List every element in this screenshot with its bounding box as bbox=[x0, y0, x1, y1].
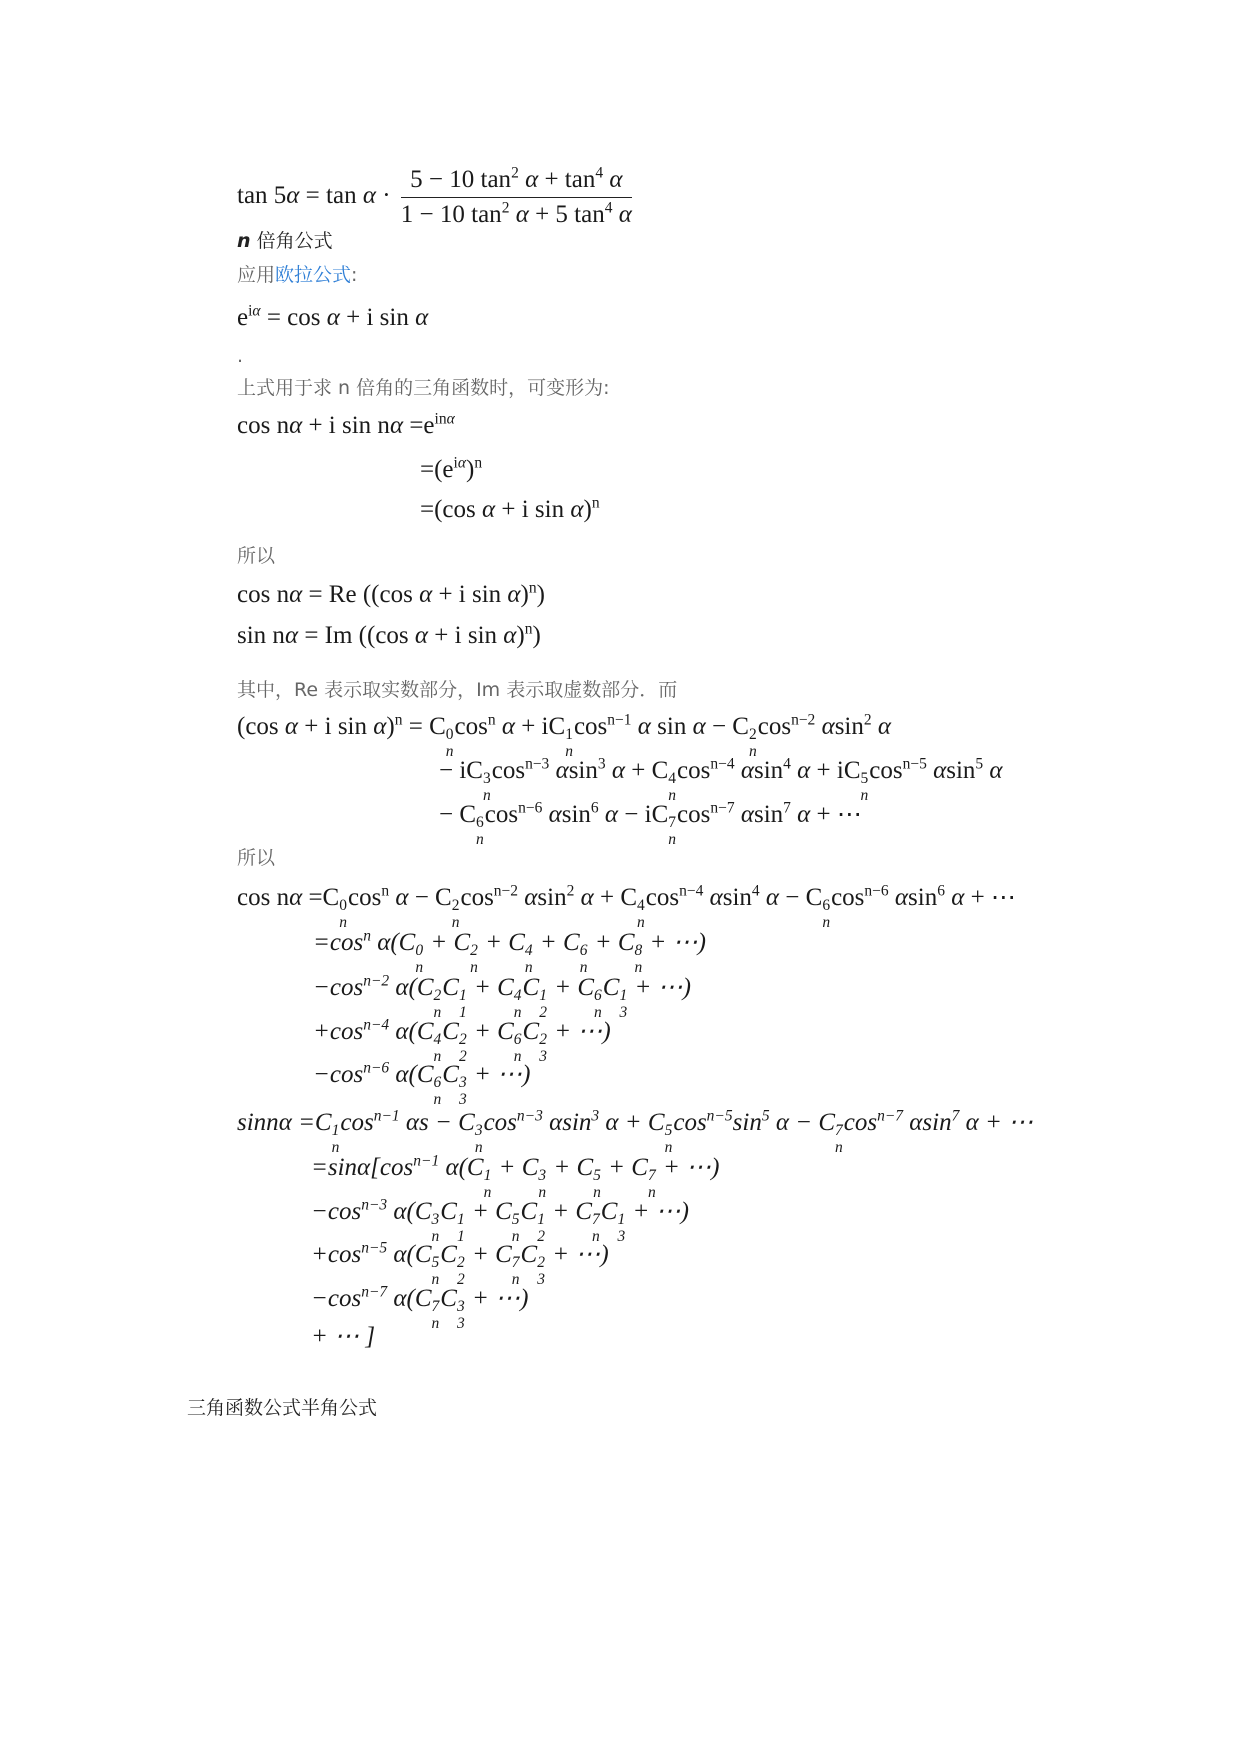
subscript: n bbox=[511, 1270, 520, 1288]
superscript: inα bbox=[434, 410, 455, 428]
superscript: 2 bbox=[539, 1031, 547, 1049]
subscript: n bbox=[593, 1183, 601, 1201]
sub-sup-index bbox=[434, 1075, 442, 1108]
superscript: n−2 bbox=[493, 882, 519, 900]
alpha-symbol: α bbox=[524, 884, 538, 911]
superscript: n−5 bbox=[902, 755, 927, 773]
subscript: n bbox=[835, 1138, 843, 1156]
alpha-symbol: α bbox=[393, 1285, 407, 1312]
so-label: 所以 bbox=[237, 545, 276, 567]
alpha-symbol: α bbox=[609, 166, 623, 193]
alpha-symbol: α bbox=[555, 757, 569, 784]
alpha-symbol: α bbox=[611, 757, 625, 784]
superscript: 3 bbox=[538, 1167, 547, 1185]
subscript: n bbox=[433, 1090, 442, 1108]
tan5-numerator: 5 − 10 $\tan^2 \alpha + \tan^4 \alpha$ bbox=[401, 165, 632, 198]
superscript: 2 bbox=[566, 882, 575, 900]
alpha-symbol: α bbox=[740, 757, 754, 784]
subscript: n bbox=[331, 1138, 340, 1156]
superscript: 7 bbox=[668, 814, 677, 832]
superscript: 6 bbox=[937, 882, 945, 900]
alpha-symbol: α bbox=[419, 581, 433, 608]
subscript: n bbox=[339, 913, 347, 931]
cos-line: $+\cos^{n-4}$ α(C 4 n C 2 2 + C 6 n C 2 3 + ⋯) bbox=[313, 1016, 611, 1065]
alpha-symbol: α bbox=[503, 622, 517, 649]
alpha-symbol: α bbox=[457, 454, 466, 472]
superscript: 6 bbox=[476, 814, 484, 832]
cos-line: $-\cos^{n-2}$ α(C 2 n C 1 1 + C 4 n C 1 2 + C 6 n C 1 3 + ⋯) bbox=[313, 972, 691, 1021]
cos-line: $-\cos^{n-6}$ α(C 6 n C 3 3 + ⋯) bbox=[313, 1059, 531, 1108]
alpha-symbol: α bbox=[989, 757, 1003, 784]
superscript: 5 bbox=[511, 1211, 520, 1229]
sub-sup-index bbox=[617, 1212, 625, 1245]
superscript: 8 bbox=[634, 942, 643, 960]
alpha-symbol: α bbox=[951, 884, 965, 911]
superscript: 2 bbox=[748, 726, 757, 744]
heading-n: n bbox=[237, 230, 251, 252]
superscript: 1 bbox=[456, 1211, 465, 1229]
superscript: n−7 bbox=[710, 799, 735, 817]
alpha-symbol: α bbox=[252, 302, 261, 320]
sub-sup-index bbox=[637, 898, 645, 931]
subscript: n bbox=[668, 830, 677, 848]
subscript: n bbox=[668, 786, 677, 804]
superscript: n−3 bbox=[361, 1196, 388, 1214]
superscript: n−2 bbox=[791, 711, 816, 729]
euler-formula: $e^{i\alpha} = \cos \alpha + i$ sin α bbox=[237, 302, 429, 331]
subscript: n bbox=[565, 742, 573, 760]
superscript: 4 bbox=[595, 164, 604, 182]
superscript: n−2 bbox=[363, 972, 390, 990]
tan5-fraction bbox=[401, 165, 632, 230]
alpha-symbol: α bbox=[284, 622, 299, 649]
alpha-symbol: α bbox=[278, 1109, 292, 1136]
cos-line: $=\cos^n$ α(C 0 n + C 2 n + C 4 n + C 6 n + C 8 n + ⋯) bbox=[313, 927, 706, 976]
superscript: 3 bbox=[597, 755, 606, 773]
superscript: 7 bbox=[592, 1211, 600, 1229]
subscript: n bbox=[431, 1227, 440, 1245]
superscript: 0 bbox=[415, 942, 424, 960]
superscript: 1 bbox=[458, 987, 467, 1005]
superscript: 7 bbox=[783, 799, 791, 817]
superscript: 4 bbox=[513, 987, 522, 1005]
superscript: 4 bbox=[604, 199, 613, 217]
superscript: 6 bbox=[594, 987, 602, 1005]
superscript: 6 bbox=[579, 942, 588, 960]
alpha-symbol: α bbox=[740, 801, 754, 828]
sub-sup-index bbox=[539, 1032, 547, 1065]
dot: . bbox=[237, 345, 244, 367]
superscript: 4 bbox=[783, 755, 791, 773]
subscript: 3 bbox=[539, 1047, 547, 1065]
superscript: 3 bbox=[456, 1298, 465, 1316]
sub-sup-index bbox=[475, 1123, 483, 1156]
superscript: 1 bbox=[537, 1211, 545, 1229]
alpha-symbol: α bbox=[515, 201, 529, 228]
alpha-symbol: α bbox=[604, 801, 619, 828]
transform-intro: 上式用于求 n 倍角的三角函数时，可变形为: bbox=[237, 377, 610, 399]
sub-sup-index bbox=[537, 1255, 545, 1288]
section-heading-n-multiple-angle bbox=[237, 226, 333, 253]
superscript: 1 bbox=[565, 726, 573, 744]
superscript: 7 bbox=[511, 1254, 520, 1272]
superscript: 2 bbox=[470, 942, 478, 960]
subscript: n bbox=[664, 1138, 673, 1156]
superscript: 2 bbox=[501, 199, 510, 217]
superscript: n−4 bbox=[679, 882, 704, 900]
alpha-symbol: α bbox=[605, 1109, 619, 1136]
superscript: 2 bbox=[537, 1254, 545, 1272]
subscript: 2 bbox=[537, 1227, 545, 1245]
subscript: n bbox=[513, 1047, 522, 1065]
superscript: 1 bbox=[617, 1211, 626, 1229]
superscript: 0 bbox=[339, 897, 347, 915]
superscript: n−6 bbox=[363, 1059, 390, 1077]
superscript: 3 bbox=[474, 1122, 483, 1140]
sub-sup-index bbox=[476, 815, 484, 848]
subscript: n bbox=[482, 786, 491, 804]
superscript: 2 bbox=[433, 987, 442, 1005]
subscript: n bbox=[474, 1138, 483, 1156]
superscript: n−1 bbox=[413, 1152, 440, 1170]
subscript: n bbox=[431, 1314, 440, 1332]
superscript: 3 bbox=[458, 1074, 467, 1092]
sub-sup-index bbox=[452, 898, 460, 931]
subscript: n bbox=[433, 1047, 442, 1065]
alpha-symbol: α bbox=[284, 713, 299, 740]
superscript: n bbox=[487, 711, 496, 729]
superscript: 5 bbox=[761, 1107, 770, 1125]
subscript: n bbox=[483, 1183, 492, 1201]
expansion-line: − C 6 n $\cos^{n-6} \alpha\sin^6$ α − iC 7 n $\cos^{n-7} \alpha\sin^7$ α + ⋯ bbox=[439, 799, 862, 848]
im-formula: sin nα = Im ((cos α + i sin α)$^n$) bbox=[237, 620, 541, 649]
alpha-symbol: α bbox=[395, 1061, 409, 1088]
superscript: n−6 bbox=[864, 882, 889, 900]
alpha-symbol: α bbox=[933, 757, 947, 784]
euler-intro bbox=[237, 263, 357, 287]
subscript: n bbox=[860, 786, 869, 804]
superscript: 2 bbox=[456, 1254, 465, 1272]
subscript: n bbox=[579, 958, 588, 976]
explain-text: 其中，Re 表示取实数部分，Im 表示取虚数部分．而 bbox=[237, 679, 678, 701]
tan5-lhs: tan 5α = tan α · bbox=[237, 182, 397, 210]
superscript: iα bbox=[453, 454, 466, 472]
alpha-symbol: α bbox=[405, 1109, 420, 1136]
superscript: 2 bbox=[451, 897, 460, 915]
alpha-symbol: α bbox=[482, 496, 496, 523]
superscript: 5 bbox=[431, 1254, 440, 1272]
sub-sup-index bbox=[339, 898, 347, 931]
sin-line: + ⋯ ] bbox=[311, 1323, 376, 1350]
subscript: n bbox=[538, 1183, 547, 1201]
subscript: n bbox=[513, 1003, 522, 1021]
subscript: n bbox=[748, 742, 757, 760]
alpha-symbol: α bbox=[965, 1109, 979, 1136]
superscript: 6 bbox=[513, 1031, 522, 1049]
alpha-symbol: α bbox=[395, 1018, 409, 1045]
alpha-symbol: α bbox=[501, 713, 515, 740]
superscript: 1 bbox=[483, 1167, 492, 1185]
superscript: 7 bbox=[835, 1122, 843, 1140]
subscript: n bbox=[637, 913, 645, 931]
superscript: 4 bbox=[668, 770, 677, 788]
tan5-denominator: 1 − 10 $\tan^2 \alpha + 5$ $\tan^4 \alpha$ bbox=[400, 199, 632, 228]
sub-sup-index bbox=[665, 1123, 673, 1156]
alpha-symbol: α bbox=[326, 304, 340, 331]
superscript: n−1 bbox=[373, 1107, 400, 1125]
sub-sup-index bbox=[525, 943, 533, 976]
subscript: n bbox=[415, 958, 424, 976]
alpha-symbol: α bbox=[289, 884, 303, 911]
sub-sup-index bbox=[635, 943, 643, 976]
superscript: 5 bbox=[593, 1167, 601, 1185]
subscript: 2 bbox=[539, 1003, 547, 1021]
alpha-symbol: α bbox=[637, 713, 651, 740]
subscript: n bbox=[592, 1227, 600, 1245]
superscript: n−3 bbox=[516, 1107, 543, 1125]
superscript: n bbox=[474, 454, 483, 472]
subscript: 2 bbox=[456, 1270, 465, 1288]
alpha-symbol: α bbox=[286, 182, 300, 210]
subscript: 3 bbox=[458, 1090, 467, 1108]
sub-sup-index bbox=[415, 943, 423, 976]
alpha-symbol: α bbox=[415, 304, 429, 331]
subscript: 3 bbox=[617, 1227, 626, 1245]
subscript: 2 bbox=[458, 1047, 467, 1065]
alpha-symbol: α bbox=[570, 496, 584, 523]
superscript: n bbox=[381, 882, 390, 900]
superscript: 7 bbox=[647, 1167, 656, 1185]
superscript: 4 bbox=[751, 882, 760, 900]
sub-sup-index bbox=[457, 1299, 465, 1332]
derivation-line: cos nα + i $\sin n\alpha =e^{in\alpha}$ bbox=[237, 410, 455, 439]
superscript: 5 bbox=[860, 770, 869, 788]
superscript: 3 bbox=[482, 770, 491, 788]
superscript: 6 bbox=[590, 799, 599, 817]
superscript: 1 bbox=[331, 1122, 340, 1140]
heading-text: 倍角公式 bbox=[250, 230, 333, 252]
alpha-symbol: α bbox=[549, 1109, 563, 1136]
subscript: n bbox=[451, 913, 460, 931]
superscript: 2 bbox=[863, 711, 872, 729]
alpha-symbol: α bbox=[797, 757, 811, 784]
superscript: 0 bbox=[445, 726, 454, 744]
alpha-symbol: α bbox=[445, 1154, 459, 1181]
sin-line: $-\cos^{n-3}$ α(C 3 n C 1 1 + C 5 n C 1 2 + C 7 n C 1 3 + ⋯) bbox=[311, 1196, 689, 1245]
superscript: 1 bbox=[619, 987, 628, 1005]
alpha-symbol: α bbox=[507, 581, 521, 608]
superscript: iα bbox=[248, 302, 261, 320]
re-formula: cos nα = Re ((cos α + i sin α)$^n$) bbox=[237, 579, 545, 608]
alpha-symbol: α bbox=[389, 412, 404, 439]
subscript: n bbox=[594, 1003, 602, 1021]
alpha-symbol: α bbox=[414, 622, 429, 649]
alpha-symbol: α bbox=[618, 201, 632, 228]
alpha-symbol: α bbox=[362, 182, 376, 210]
euler-intro-suffix: : bbox=[351, 264, 358, 286]
alpha-symbol: α bbox=[765, 884, 780, 911]
euler-formula-link[interactable]: 欧拉公式 bbox=[275, 264, 352, 286]
alpha-symbol: α bbox=[373, 713, 387, 740]
alpha-symbol: α bbox=[289, 581, 303, 608]
sub-sup-index bbox=[822, 898, 830, 931]
alpha-symbol: α bbox=[692, 713, 706, 740]
alpha-symbol: α bbox=[797, 801, 811, 828]
subscript: n bbox=[647, 1183, 656, 1201]
superscript: 2 bbox=[458, 1031, 467, 1049]
next-section-heading: 三角函数公式半角公式 bbox=[187, 1397, 378, 1419]
superscript: n−5 bbox=[706, 1107, 733, 1125]
superscript: 4 bbox=[524, 942, 533, 960]
alpha-symbol: α bbox=[709, 884, 723, 911]
alpha-symbol: α bbox=[877, 713, 891, 740]
superscript: 2 bbox=[511, 164, 519, 182]
superscript: 6 bbox=[433, 1074, 442, 1092]
alpha-symbol: α bbox=[395, 974, 409, 1001]
sub-sup-index bbox=[580, 943, 588, 976]
alpha-symbol: α bbox=[894, 884, 909, 911]
subscript: n bbox=[822, 913, 831, 931]
alpha-symbol: α bbox=[580, 884, 594, 911]
sin-line: $-\cos^{n-7}$ α(C 7 n C 3 3 + ⋯) bbox=[311, 1283, 529, 1332]
alpha-symbol: α bbox=[289, 412, 303, 439]
superscript: 4 bbox=[433, 1031, 442, 1049]
superscript: n bbox=[363, 927, 371, 945]
expansion-line: (cos α + i sin α)$^n$ = C 0 n $\cos^n \alpha$ + iC 1 n $\cos^{n-1} \alpha$ sin α − C 2 n $\cos^{n-2} \alpha\sin^2$ α bbox=[237, 711, 891, 760]
alpha-symbol: α bbox=[377, 929, 391, 956]
alpha-symbol: α bbox=[909, 1109, 923, 1136]
superscript: n bbox=[591, 494, 600, 512]
sin-line: $+\cos^{n-5}$ α(C 5 n C 2 2 + C 7 n C 2 3 + ⋯) bbox=[311, 1239, 609, 1288]
sub-sup-index bbox=[668, 815, 676, 848]
superscript: 5 bbox=[975, 755, 984, 773]
alpha-symbol: α bbox=[525, 166, 539, 193]
sub-sup-index bbox=[459, 1075, 467, 1108]
superscript: n bbox=[394, 711, 403, 729]
superscript: n−4 bbox=[363, 1016, 390, 1034]
superscript: 7 bbox=[951, 1107, 960, 1125]
superscript: 6 bbox=[822, 897, 831, 915]
sin-line: $=\sin\alpha[\cos^{n-1}$ α(C 1 n + C 3 n + C 5 n + C 7 n + ⋯) bbox=[311, 1152, 720, 1201]
derivation-line: =(cos α + i sin α)$^n$ bbox=[420, 494, 600, 523]
superscript: n−7 bbox=[877, 1107, 904, 1125]
subscript: 3 bbox=[619, 1003, 628, 1021]
subscript: n bbox=[433, 1003, 442, 1021]
cos-line: cos nα =C 0 n $\cos^n \alpha - C$ 2 n $\cos^{n-2} \alpha\sin^2$ α + C 4 n $\cos^{n-4} \alpha\sin^4$ α − C 6 n $\cos^{n-6} \alpha\sin^6$ α + ⋯ bbox=[237, 882, 1016, 931]
superscript: 5 bbox=[664, 1122, 673, 1140]
subscript: 3 bbox=[456, 1314, 465, 1332]
superscript: n−7 bbox=[361, 1283, 388, 1301]
subscript: n bbox=[445, 742, 454, 760]
subscript: n bbox=[524, 958, 533, 976]
subscript: n bbox=[634, 958, 643, 976]
superscript: 4 bbox=[637, 897, 645, 915]
superscript: n−3 bbox=[525, 755, 550, 773]
superscript: n−4 bbox=[710, 755, 735, 773]
subscript: 3 bbox=[537, 1270, 545, 1288]
subscript: n bbox=[470, 958, 478, 976]
alpha-symbol: α bbox=[821, 713, 835, 740]
alpha-symbol: α bbox=[393, 1241, 407, 1268]
alpha-symbol: α bbox=[395, 884, 409, 911]
alpha-symbol: α bbox=[393, 1198, 407, 1225]
subscript: n bbox=[431, 1270, 440, 1288]
subscript: n bbox=[476, 830, 484, 848]
alpha-symbol: α bbox=[775, 1109, 789, 1136]
tan5-formula bbox=[237, 165, 632, 230]
alpha-symbol: α bbox=[446, 410, 455, 428]
superscript: n−6 bbox=[518, 799, 543, 817]
superscript: 3 bbox=[431, 1211, 440, 1229]
sub-sup-index bbox=[470, 943, 478, 976]
superscript: n bbox=[524, 620, 533, 638]
superscript: n bbox=[528, 579, 537, 597]
subscript: 1 bbox=[458, 1003, 467, 1021]
euler-intro-prefix: 应用 bbox=[237, 264, 276, 286]
derivation-line: $=(e^{i\alpha})^n$ bbox=[420, 454, 483, 483]
subscript: n bbox=[511, 1227, 520, 1245]
sub-sup-index bbox=[835, 1123, 843, 1156]
superscript: n−1 bbox=[607, 711, 632, 729]
superscript: 7 bbox=[431, 1298, 440, 1316]
subscript: 1 bbox=[456, 1227, 465, 1245]
alpha-symbol: α bbox=[548, 801, 562, 828]
sub-sup-index bbox=[332, 1123, 340, 1156]
superscript: n−5 bbox=[361, 1239, 388, 1257]
superscript: 1 bbox=[539, 987, 547, 1005]
expansion-line: − iC 3 n $\cos^{n-3} \alpha\sin^3$ α + C 4 n $\cos^{n-4} \alpha\sin^4$ α + iC 5 n $\cos^{n-5} \alpha\sin^5$ α bbox=[439, 755, 1003, 804]
superscript: 3 bbox=[591, 1107, 600, 1125]
sub-sup-index bbox=[619, 988, 627, 1021]
sin-line: sinnα =C 1 n $\cos^{n-1} \alpha s - C$ 3 n $\cos^{n-3} \alpha\sin^3$ α + C 5 n $\cos^{n-5}\sin^5$ α − C 7 n $\cos^{n-7} \alpha\sin^7$ α + ⋯ bbox=[237, 1107, 1034, 1156]
alpha-symbol: α bbox=[357, 1154, 371, 1181]
sub-sup-index bbox=[432, 1299, 440, 1332]
so-label: 所以 bbox=[237, 847, 276, 869]
